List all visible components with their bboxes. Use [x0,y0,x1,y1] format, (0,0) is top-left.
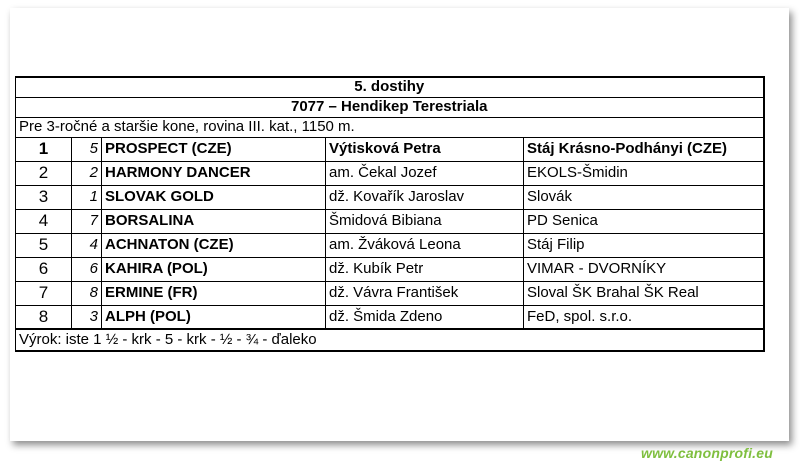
horse-cell: ALPH (POL) [102,305,326,329]
place-cell: 2 [16,161,72,185]
table-row [16,137,764,161]
place-cell: 6 [16,257,72,281]
jockey-cell: dž. Kovařík Jaroslav [326,185,524,209]
place-cell: 1 [16,137,72,161]
results-table [15,76,765,352]
jockey-cell: am. Žváková Leona [326,233,524,257]
race-number-row [16,77,764,97]
verdict-row [16,329,764,351]
race-title-row [16,97,764,117]
horse-cell: ERMINE (FR) [102,281,326,305]
table-row [16,281,764,305]
place-cell: 7 [16,281,72,305]
owner-cell: Stáj Krásno-Podhányi (CZE) [524,137,764,161]
place-cell: 5 [16,233,72,257]
table-row [16,233,764,257]
start-number-cell: 1 [72,185,102,209]
owner-cell: EKOLS-Šmidin [524,161,764,185]
jockey-cell: dž. Vávra František [326,281,524,305]
owner-cell: Stáj Filip [524,233,764,257]
race-conditions-row [16,117,764,137]
horse-cell: SLOVAK GOLD [102,185,326,209]
table-row [16,185,764,209]
race-conditions: Pre 3-ročné a staršie kone, rovina III. kat., 1150 m. [16,117,764,137]
horse-cell: HARMONY DANCER [102,161,326,185]
owner-cell: Sloval ŠK Brahal ŠK Real [524,281,764,305]
owner-cell: PD Senica [524,209,764,233]
horse-cell: ACHNATON (CZE) [102,233,326,257]
owner-cell: VIMAR - DVORNÍKY [524,257,764,281]
horse-cell: BORSALINA [102,209,326,233]
start-number-cell: 3 [72,305,102,329]
start-number-cell: 4 [72,233,102,257]
place-cell: 8 [16,305,72,329]
jockey-cell: Výtisková Petra [326,137,524,161]
table-row [16,209,764,233]
race-number: 5. dostihy [16,77,764,97]
place-cell: 3 [16,185,72,209]
place-cell: 4 [16,209,72,233]
owner-cell: FeD, spol. s.r.o. [524,305,764,329]
jockey-cell: Šmidová Bibiana [326,209,524,233]
start-number-cell: 6 [72,257,102,281]
watermark-text: www.canonprofi.eu [641,445,773,461]
jockey-cell: dž. Kubík Petr [326,257,524,281]
horse-cell: PROSPECT (CZE) [102,137,326,161]
start-number-cell: 8 [72,281,102,305]
jockey-cell: dž. Šmida Zdeno [326,305,524,329]
owner-cell: Slovák [524,185,764,209]
table-row [16,257,764,281]
verdict-text: Výrok: iste 1 ½ - krk - 5 - krk - ½ - ¾ - ďaleko [16,329,764,351]
start-number-cell: 5 [72,137,102,161]
table-row [16,161,764,185]
horse-cell: KAHIRA (POL) [102,257,326,281]
jockey-cell: am. Čekal Jozef [326,161,524,185]
start-number-cell: 2 [72,161,102,185]
table-row [16,305,764,329]
start-number-cell: 7 [72,209,102,233]
race-title: 7077 – Hendikep Terestriala [16,97,764,117]
